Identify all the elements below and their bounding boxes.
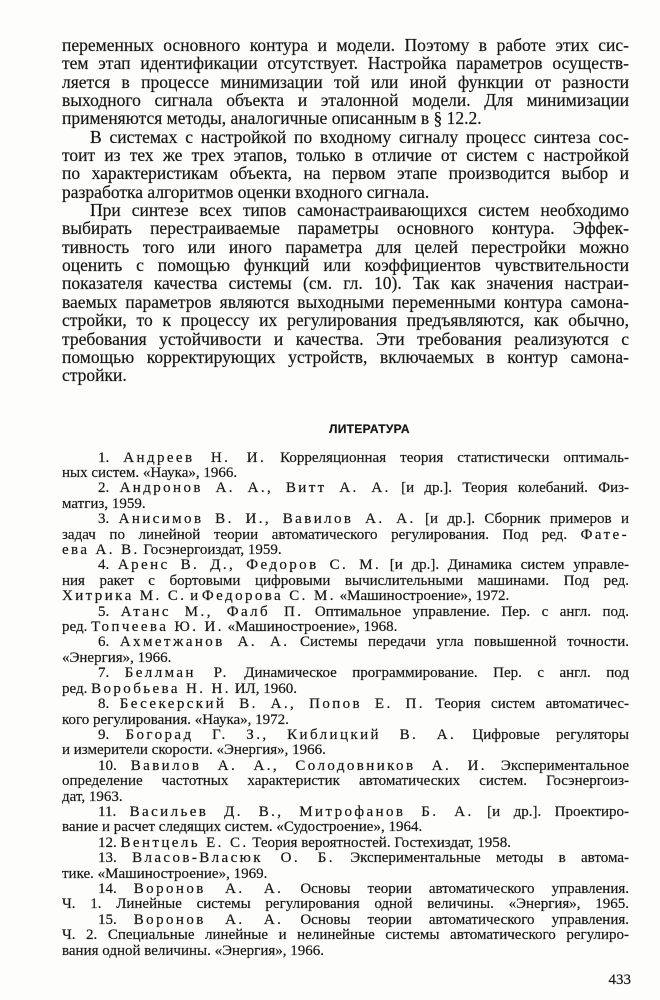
reference-line bbox=[62, 836, 629, 851]
reference-text: Теория систем автоматичес- bbox=[424, 696, 629, 713]
reference-entry bbox=[62, 451, 629, 482]
text-line: оценить с помощью функций или коэффициентов чувствительности bbox=[62, 255, 629, 276]
reference-text: Теория вероятностей. Гостехиздат, 1958. bbox=[248, 834, 511, 851]
reference-line bbox=[62, 928, 629, 943]
reference-text: «Энергия», 1966. bbox=[62, 649, 172, 666]
reference-text: Госэнергоиздат, 1959. bbox=[139, 542, 282, 559]
reference-line bbox=[62, 774, 629, 789]
reference-line bbox=[62, 882, 629, 897]
text-line: При синтезе всех типов самонастраивающихся систем необходимо bbox=[90, 200, 629, 221]
reference-text: задач по линейной теории автоматического регулирования. Под ред. bbox=[62, 526, 581, 543]
reference-entry bbox=[62, 882, 629, 913]
reference-author-name: Бесекерский В. А., Попов Е. П. bbox=[119, 696, 425, 713]
reference-text: Ч. 1. Линейные системы регулирования одной величины. «Энергия», 1965. bbox=[62, 896, 629, 913]
reference-text: ных систем. «Наука», 1966. bbox=[62, 465, 238, 481]
reference-number: 4. bbox=[98, 557, 110, 574]
text-line: применяются методы, аналогичные описанным в § 12.2. bbox=[62, 108, 482, 129]
text-line: требования устойчивости и качества. Эти требования реализуются с bbox=[62, 328, 629, 349]
reference-line bbox=[62, 651, 629, 666]
reference-text: матгиз, 1959. bbox=[62, 495, 146, 512]
text-line: показателя качества системы (см. гл. 10). Так как значения настраи- bbox=[62, 273, 629, 294]
reference-line bbox=[62, 466, 629, 481]
text-line: выбирать перестраиваемые параметры основного контура. Эффек- bbox=[62, 218, 629, 239]
reference-author-name: Андреев Н. И. bbox=[123, 449, 267, 466]
text-line: помощью корректирующих устройств, включаемых в контур самона- bbox=[62, 346, 629, 367]
reference-entry bbox=[62, 697, 629, 728]
reference-text: и bbox=[186, 588, 202, 605]
reference-entry bbox=[62, 666, 629, 697]
reference-author-name: ева А. В. bbox=[62, 542, 140, 559]
text-line: тивность того или иного параметра для целей перестройки можно bbox=[62, 236, 629, 257]
reference-text: Оптимальное управление. Пер. с англ. под. bbox=[303, 603, 629, 620]
reference-text: вание и расчет следящих систем. «Судостроение», 1964. bbox=[62, 819, 423, 836]
reference-line bbox=[62, 589, 629, 604]
reference-text: определение частотных характеристик автоматических систем. Госэнергоиз- bbox=[62, 773, 629, 790]
reference-text: [и др.]. Динамика систем управле- bbox=[381, 557, 629, 574]
text-line: переменных основного контура и модели. Поэтому в работе этих сис- bbox=[62, 35, 629, 55]
reference-text: кого регулирования. «Наука», 1972. bbox=[62, 711, 289, 728]
reference-line bbox=[62, 944, 629, 959]
reference-line bbox=[62, 574, 629, 589]
reference-line bbox=[62, 605, 629, 620]
reference-author-name: Топчеева Ю. И. bbox=[91, 619, 224, 636]
reference-line bbox=[62, 620, 629, 635]
reference-line bbox=[62, 635, 629, 650]
reference-author-name: Васильев Д. В., Митрофанов Б. А. bbox=[129, 803, 474, 820]
reference-author-name: Воронов А. А. bbox=[133, 880, 284, 897]
reference-entry bbox=[62, 759, 629, 805]
reference-line bbox=[62, 713, 629, 728]
reference-text: вания одной величины. «Энергия», 1966. bbox=[62, 942, 325, 959]
reference-list bbox=[62, 451, 629, 959]
reference-number: 13. bbox=[98, 850, 117, 867]
reference-text: Цифровые регуляторы bbox=[456, 726, 630, 743]
reference-line bbox=[62, 682, 629, 697]
reference-author-name: Атанс М., Фалб П. bbox=[120, 603, 304, 620]
reference-number: 9. bbox=[98, 726, 110, 743]
reference-line bbox=[62, 867, 629, 882]
reference-line bbox=[62, 481, 629, 496]
reference-number: 5. bbox=[98, 603, 110, 620]
reference-entry bbox=[62, 512, 629, 558]
reference-author-name: Вавилов А. А., Солодовников А. И. bbox=[130, 757, 487, 774]
text-line: выходного сигнала объекта и эталонной модели. Для минимизации bbox=[62, 90, 629, 111]
paragraph bbox=[62, 201, 629, 384]
reference-number: 1. bbox=[98, 449, 110, 466]
reference-text: и измерители скорости. «Энергия», 1966. bbox=[62, 742, 326, 759]
reference-line bbox=[62, 913, 629, 928]
reference-text: ИЛ, 1960. bbox=[230, 680, 297, 697]
reference-text: [и др.]. Проектиро- bbox=[473, 803, 629, 820]
bibliography-heading: ЛИТЕРАТУРА bbox=[329, 422, 410, 436]
reference-entry bbox=[62, 836, 629, 851]
reference-number: 14. bbox=[98, 880, 117, 897]
reference-text: Динамическое программирование. Пер. с англ. под bbox=[228, 665, 629, 682]
reference-number: 12. bbox=[98, 834, 117, 851]
paragraph bbox=[62, 128, 629, 201]
reference-line bbox=[62, 497, 629, 512]
reference-entry bbox=[62, 558, 629, 604]
text-line: В системах с настройкой по входному сигналу процесс синтеза сос- bbox=[90, 126, 629, 147]
reference-line bbox=[62, 558, 629, 573]
reference-line bbox=[62, 543, 629, 558]
reference-author-name: Хитрика М. С. bbox=[62, 588, 187, 605]
reference-author-name: Воробьева Н. Н. bbox=[91, 680, 231, 697]
reference-line bbox=[62, 790, 629, 805]
paragraph bbox=[62, 36, 629, 128]
reference-line bbox=[62, 728, 629, 743]
text-line: разработка алгоритмов оценки входного сигнала. bbox=[62, 181, 430, 202]
reference-text: Экспериментальное bbox=[486, 757, 630, 774]
reference-text: Ч. 2. Специальные линейные и нелинейные системы автоматического регулиро- bbox=[62, 927, 629, 944]
reference-entry bbox=[62, 728, 629, 759]
reference-author-name: Беллман Р. bbox=[124, 665, 229, 682]
reference-number: 11. bbox=[98, 803, 117, 820]
reference-text: тике. «Машиностроение», 1969. bbox=[62, 865, 268, 882]
reference-line bbox=[62, 697, 629, 712]
reference-author-name: Вентцель Е. С. bbox=[120, 834, 249, 851]
reference-author-name: Аренс В. Д., Федоров С. М. bbox=[117, 557, 382, 574]
reference-line bbox=[62, 897, 629, 912]
reference-text: ния ракет с бортовыми цифровыми вычислительными машинами. Под ред. bbox=[62, 572, 629, 589]
text-line: стройки, то к процессу их регулирования предъявляются, как обычно, bbox=[62, 310, 629, 331]
reference-number: 10. bbox=[98, 757, 117, 774]
reference-number: 6. bbox=[98, 634, 110, 651]
reference-author-name: Ахметжанов А. А. bbox=[119, 634, 290, 651]
reference-entry bbox=[62, 635, 629, 666]
reference-text: [и др.]. Сборник примеров и bbox=[415, 511, 629, 528]
reference-line bbox=[62, 666, 629, 681]
reference-text: Системы передачи угла повышенной точности. bbox=[289, 634, 630, 651]
reference-author-name: Воронов А. А. bbox=[133, 911, 284, 928]
text-line: ляется в процессе минимизации той или иной функции от разности bbox=[62, 71, 629, 92]
reference-number: 2. bbox=[98, 480, 110, 497]
reference-line bbox=[62, 528, 629, 543]
reference-text: Экспериментальные методы в автома- bbox=[334, 850, 629, 867]
reference-line bbox=[62, 820, 629, 835]
reference-text: Основы теории автоматического управления. bbox=[283, 880, 629, 897]
reference-entry bbox=[62, 805, 629, 836]
reference-text: «Машиностроение», 1968. bbox=[223, 619, 398, 636]
text-line: ваемых параметров являются выходными переменными контура самона- bbox=[62, 291, 629, 312]
reference-author-name: Власов-Власюк О. Б. bbox=[132, 850, 335, 867]
reference-entry bbox=[62, 851, 629, 882]
reference-line bbox=[62, 759, 629, 774]
text-line: тем этап идентификации отсутствует. Настройка параметров осуществ- bbox=[62, 53, 629, 74]
reference-author-name: Фате- bbox=[580, 526, 629, 543]
reference-text: Основы теории автоматического управления. bbox=[283, 911, 629, 928]
body-text bbox=[62, 36, 629, 385]
reference-entry bbox=[62, 605, 629, 636]
reference-entry bbox=[62, 913, 629, 959]
reference-author-name: Федорова С. М. bbox=[201, 588, 336, 605]
reference-text: дат, 1963. bbox=[62, 788, 123, 805]
reference-text: ред. bbox=[62, 619, 92, 636]
reference-line bbox=[62, 451, 629, 466]
text-line: тоит из тех же трех этапов, только в отличие от систем с настройкой bbox=[62, 145, 629, 166]
reference-number: 7. bbox=[98, 665, 110, 682]
reference-author-name: Андронов А. А., Витт А. А. bbox=[119, 480, 391, 497]
reference-text: Корреляционная теория статистически оптималь- bbox=[266, 449, 629, 466]
reference-author-name: Богорад Г. З., Киблицкий В. А. bbox=[125, 726, 457, 743]
text-line: стройки. bbox=[62, 365, 127, 386]
reference-line bbox=[62, 512, 629, 527]
reference-number: 15. bbox=[98, 911, 117, 928]
reference-line bbox=[62, 805, 629, 820]
reference-entry bbox=[62, 481, 629, 512]
reference-text: «Машиностроение», 1972. bbox=[335, 588, 510, 605]
reference-line bbox=[62, 743, 629, 758]
reference-author-name: Анисимов В. И., Вавилов А. А. bbox=[118, 511, 416, 528]
reference-number: 3. bbox=[98, 511, 110, 528]
reference-text: [и др.]. Теория колебаний. Физ- bbox=[390, 480, 630, 497]
page-number: 433 bbox=[608, 972, 631, 988]
reference-number: 8. bbox=[98, 696, 110, 713]
text-line: по характеристикам объекта, на первом этапе производится выбор и bbox=[62, 163, 629, 184]
reference-line bbox=[62, 851, 629, 866]
reference-text: ред. bbox=[62, 680, 92, 697]
